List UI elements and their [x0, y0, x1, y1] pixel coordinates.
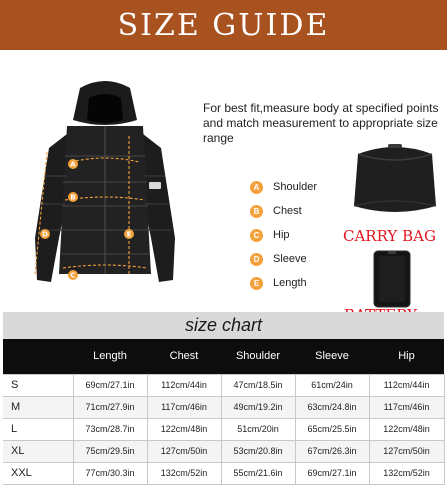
table-cell: 65cm/25.5in	[295, 418, 369, 440]
legend-label: Chest	[273, 205, 302, 217]
column-header: Hip	[369, 339, 444, 374]
table-cell: 127cm/50in	[147, 440, 221, 462]
table-cell: 69cm/27.1in	[295, 462, 369, 484]
table-cell: 71cm/27.9in	[73, 396, 147, 418]
marker-c-icon: C	[250, 229, 263, 242]
jacket-icon	[25, 78, 185, 298]
size-chart-title: size chart	[3, 312, 444, 339]
table-cell: 55cm/21.6in	[221, 462, 295, 484]
table-header-row	[3, 339, 444, 374]
table-cell: 132cm/52in	[369, 462, 444, 484]
marker-b-icon: B	[250, 205, 263, 218]
table-cell: 51cm/20in	[221, 418, 295, 440]
table-cell: 77cm/30.3in	[73, 462, 147, 484]
marker-a-icon: A	[250, 181, 263, 194]
svg-text:B: B	[70, 193, 76, 202]
table-cell: 122cm/48in	[147, 418, 221, 440]
legend-label: Length	[273, 277, 307, 289]
size-cell: M	[3, 396, 73, 418]
column-header	[3, 339, 73, 374]
table-cell: 112cm/44in	[369, 374, 444, 396]
measure-instructions: For best fit,measure body at specified points and match measurement to appropriate size range	[203, 101, 439, 145]
svg-text:D: D	[42, 230, 48, 239]
table-cell: 53cm/20.8in	[221, 440, 295, 462]
legend-item-hip	[250, 223, 350, 247]
size-cell: XXL	[3, 462, 73, 484]
column-header: Length	[73, 339, 147, 374]
marker-e-icon: E	[250, 277, 263, 290]
measurement-legend	[250, 175, 350, 295]
carry-bag-icon	[350, 136, 440, 221]
table-cell: 63cm/24.8in	[295, 396, 369, 418]
legend-label: Hip	[273, 229, 290, 241]
table-row	[3, 396, 444, 418]
legend-item-sleeve	[250, 247, 350, 271]
table-cell: 73cm/28.7in	[73, 418, 147, 440]
jacket-illustration	[25, 78, 185, 298]
table-cell: 75cm/29.5in	[73, 440, 147, 462]
marker-d-icon: D	[250, 253, 263, 266]
svg-text:E: E	[126, 230, 132, 239]
table-cell: 67cm/26.3in	[295, 440, 369, 462]
legend-label: Sleeve	[273, 253, 307, 265]
battery-image	[373, 250, 411, 308]
table-cell: 132cm/52in	[147, 462, 221, 484]
size-chart-table	[3, 339, 445, 485]
svg-text:A: A	[70, 160, 76, 169]
legend-label: Shoulder	[273, 181, 318, 193]
svg-text:C: C	[70, 271, 76, 280]
column-header: Shoulder	[221, 339, 295, 374]
size-cell: XL	[3, 440, 73, 462]
table-row	[3, 440, 444, 462]
battery-icon	[373, 250, 411, 308]
table-cell: 117cm/46in	[147, 396, 221, 418]
size-cell: S	[3, 374, 73, 396]
table-cell: 127cm/50in	[369, 440, 444, 462]
table-cell: 117cm/46in	[369, 396, 444, 418]
table-cell: 112cm/44in	[147, 374, 221, 396]
table-cell: 49cm/19.2in	[221, 396, 295, 418]
legend-item-chest	[250, 199, 350, 223]
column-header: Chest	[147, 339, 221, 374]
table-cell: 47cm/18.5in	[221, 374, 295, 396]
table-cell: 61cm/24in	[295, 374, 369, 396]
table-cell: 122cm/48in	[369, 418, 444, 440]
page-title: SIZE GUIDE	[117, 8, 330, 43]
table-row	[3, 418, 444, 440]
legend-item-shoulder	[250, 175, 350, 199]
carry-bag-image	[350, 136, 440, 221]
legend-item-length	[250, 271, 350, 295]
carry-bag-label: CARRY BAG	[343, 227, 436, 245]
size-cell: L	[3, 418, 73, 440]
table-row	[3, 462, 444, 484]
table-cell: 69cm/27.1in	[73, 374, 147, 396]
table-row	[3, 374, 444, 396]
column-header: Sleeve	[295, 339, 369, 374]
